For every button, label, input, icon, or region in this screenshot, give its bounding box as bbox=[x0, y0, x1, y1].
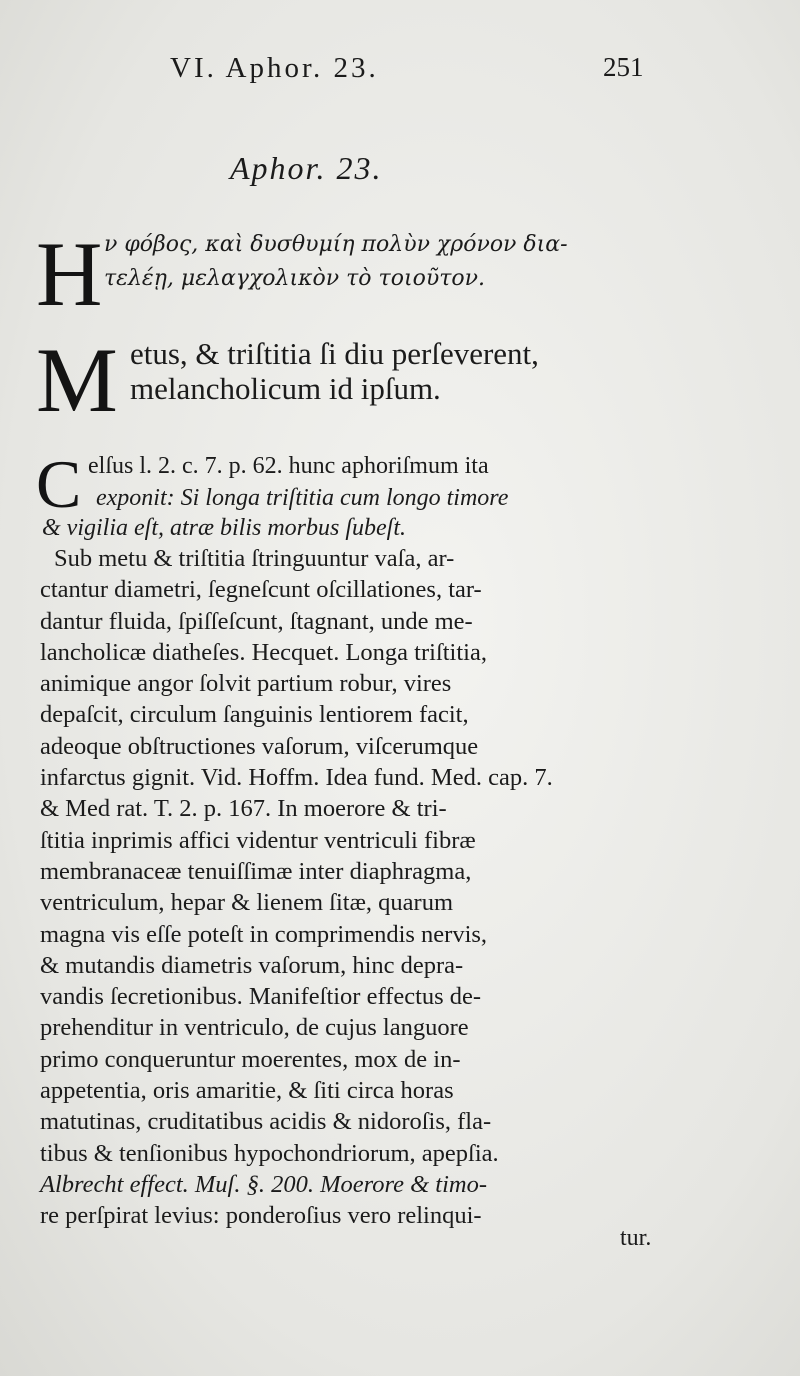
body-line: primo conqueruntur moerentes, mox de in- bbox=[40, 1045, 461, 1073]
latin-drop-cap: M bbox=[36, 329, 118, 431]
body-line: Albrecht effect. Muſ. §. 200. Moerore & timo- bbox=[40, 1170, 488, 1198]
running-header bbox=[0, 52, 800, 92]
catchword: tur. bbox=[620, 1225, 652, 1251]
body-line: prehenditur in ventriculo, de cujus languore bbox=[40, 1014, 469, 1042]
running-title: VI. Aphor. 23. bbox=[170, 52, 379, 84]
body-line: matutinas, cruditatibus acidis & nidoroſis, fla- bbox=[40, 1108, 492, 1136]
body-line: & mutandis diametris vaſorum, hinc depra- bbox=[40, 951, 464, 979]
body-line: dantur fluida, ſpiſſeſcunt, ſtagnant, unde me- bbox=[40, 607, 473, 635]
body-line: adeoque obſtructiones vaſorum, viſcerumque bbox=[40, 732, 479, 760]
body-line: appetentia, oris amaritie, & ſiti circa horas bbox=[40, 1077, 454, 1105]
body-line: ſtitia inprimis affici videntur ventriculi fibræ bbox=[40, 826, 476, 854]
greek-drop-cap: H bbox=[36, 223, 103, 325]
commentary-drop-cap: C bbox=[36, 446, 82, 522]
body-line: re perſpirat levius: ponderoſius vero relinqui- bbox=[40, 1202, 482, 1230]
latin-line-1: etus, & triſtitia ſi diu perſeverent, bbox=[130, 336, 539, 371]
commentary-line-2: exponit: Si longa triſtitia cum longo timore bbox=[96, 485, 509, 511]
body-line: vandis ſecretionibus. Manifeſtior effectus de- bbox=[40, 983, 482, 1011]
latin-line-2: melancholicum id ipſum. bbox=[130, 371, 441, 406]
page-number: 251 bbox=[603, 52, 644, 82]
body-line: lancholicæ diatheſes. Hecquet. Longa triſtitia, bbox=[40, 638, 487, 666]
body-line: animique angor ſolvit partium robur, vires bbox=[40, 670, 452, 698]
commentary-body bbox=[40, 545, 690, 1234]
body-line: membranaceæ tenuiſſimæ inter diaphragma, bbox=[40, 857, 472, 885]
commentary-line-1: elſus l. 2. c. 7. p. 62. hunc aphoriſmum ita bbox=[88, 453, 489, 479]
greek-line-2: τελέῃ, μελαγχολικὸν τὸ τοιοῦτον. bbox=[104, 266, 485, 291]
body-line: ctantur diametri, ſegneſcunt oſcillationes, tar- bbox=[40, 576, 482, 604]
body-line: tibus & tenſionibus hypochondriorum, apepſia. bbox=[40, 1139, 499, 1167]
body-line: ventriculum, hepar & lienem ſitæ, quarum bbox=[40, 889, 453, 917]
body-line: Sub metu & triſtitia ſtringuuntur vaſa, ar- bbox=[54, 545, 455, 572]
body-line: magna vis eſſe poteſt in comprimendis nervis, bbox=[40, 920, 488, 948]
commentary-line-3: & vigilia eſt, atræ bilis morbus ſubeſt. bbox=[42, 515, 407, 541]
body-line: & Med rat. T. 2. p. 167. In moerore & tri- bbox=[40, 795, 447, 823]
greek-line-1: ν φόβος, καὶ δυσθυμίη πολὺν χρόνον δια- bbox=[104, 232, 568, 257]
body-line: depaſcit, circulum ſanguinis lentiorem facit, bbox=[40, 701, 469, 729]
body-line: infarctus gignit. Vid. Hoffm. Idea fund. Med. cap. 7. bbox=[40, 764, 553, 792]
aphorism-heading: Aphor. 23. bbox=[230, 150, 383, 186]
